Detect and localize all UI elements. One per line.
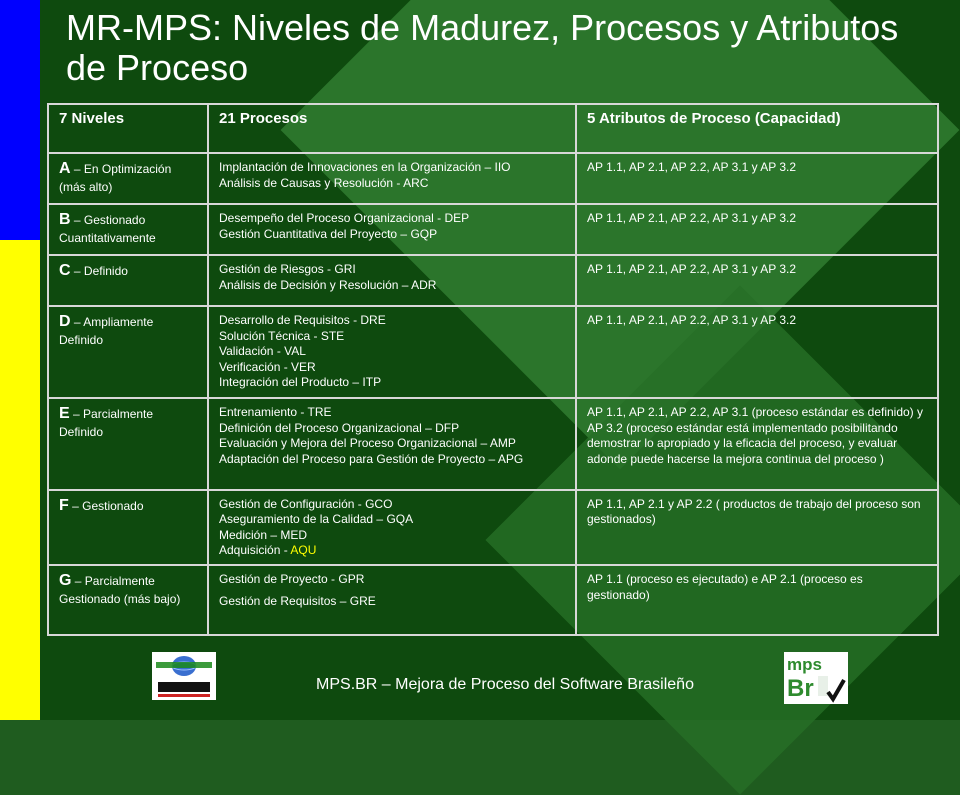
level-cell — [48, 204, 208, 255]
header-attributes: 5 Atributos de Proceso (Capacidad) — [576, 104, 938, 153]
level-description: – Parcialmente Gestionado (más bajo) — [59, 574, 181, 607]
attribute-cell: AP 1.1, AP 2.1 y AP 2.2 ( productos de trabajo del proceso son gestionados) — [576, 490, 938, 566]
process-item: Gestión de Riesgos - GRI — [219, 262, 356, 277]
process-item: Desempeño del Proceso Organizacional - DEP — [219, 211, 470, 226]
process-cell — [208, 204, 576, 255]
header-processes: 21 Procesos — [208, 104, 576, 153]
mps-br-logo — [784, 652, 848, 704]
process-item: Solución Técnica - STE — [219, 328, 345, 343]
attribute-cell: AP 1.1, AP 2.1, AP 2.2, AP 3.1 (proceso estándar es definido) y AP 3.2 (proceso estándar está implementado posibilitando demostrar lo apropiado y la eficacia del proceso, y evaluar adonde puede hacerse la mejora continua del proceso ) — [576, 398, 938, 490]
maturity-table — [47, 103, 939, 636]
process-item: Aseguramiento de la Calidad – GQA — [219, 512, 414, 527]
level-description: – Parcialmente Definido — [59, 407, 154, 440]
left-accent-blue — [0, 0, 40, 240]
process-item: Verificación - VER — [219, 359, 316, 374]
table-row — [48, 490, 938, 566]
attribute-cell: AP 1.1, AP 2.1, AP 2.2, AP 3.1 y AP 3.2 — [576, 255, 938, 306]
process-item: Gestión de Configuración - GCO — [219, 496, 393, 511]
table-row — [48, 306, 938, 398]
process-cell — [208, 565, 576, 635]
level-description: – Ampliamente Definido — [59, 315, 154, 348]
level-letter: B — [59, 211, 71, 229]
process-item: Evaluación y Mejora del Proceso Organizacional – AMP — [219, 436, 516, 451]
table-row — [48, 204, 938, 255]
process-item: Gestión Cuantitativa del Proyecto – GQP — [219, 226, 438, 241]
process-cell — [208, 398, 576, 490]
level-description: – Gestionado Cuantitativamente — [59, 213, 156, 246]
checkmark-icon — [828, 680, 844, 699]
process-item: Implantación de Innovaciones en la Organización – IIO — [219, 160, 511, 174]
level-letter: A — [59, 160, 71, 177]
slide-title: MR-MPS: Niveles de Madurez, Procesos y Atributos de Proceso — [66, 7, 899, 88]
process-item: Análisis de Decisión y Resolución – ADR — [219, 277, 437, 292]
table-row — [48, 255, 938, 306]
process-item: Medición – MED — [219, 527, 308, 542]
process-item — [219, 543, 565, 559]
level-description: – Definido — [70, 264, 128, 279]
level-description: – Gestionado — [68, 498, 144, 513]
attribute-cell: AP 1.1, AP 2.1, AP 2.2, AP 3.1 y AP 3.2 — [576, 306, 938, 398]
level-cell — [48, 255, 208, 306]
process-item: Desarrollo de Requisitos - DRE — [219, 313, 386, 328]
level-letter: F — [59, 496, 69, 514]
footer-text: MPS.BR – Mejora de Proceso del Software Brasileño — [316, 676, 694, 693]
level-cell — [48, 153, 208, 204]
process-cell — [208, 306, 576, 398]
level-cell — [48, 398, 208, 490]
svg-text:mps: mps — [787, 655, 822, 674]
table-row — [48, 398, 938, 490]
process-cell — [208, 490, 576, 566]
level-letter: G — [59, 572, 72, 590]
level-letter: E — [59, 405, 70, 423]
level-letter: D — [59, 313, 71, 331]
mps-br-logo-graphic — [784, 652, 848, 704]
table-row — [48, 565, 938, 635]
process-item: Entrenamiento - TRE — [219, 405, 332, 420]
svg-text:Br: Br — [787, 675, 814, 702]
table-row — [48, 153, 938, 204]
level-cell — [48, 565, 208, 635]
level-cell — [48, 490, 208, 566]
header-levels: 7 Niveles — [48, 104, 208, 153]
process-cell — [208, 153, 576, 204]
level-cell — [48, 306, 208, 398]
process-item-highlight: AQU — [290, 543, 317, 558]
process-item: Análisis de Causas y Resolución - ARC — [219, 175, 429, 190]
process-cell — [208, 255, 576, 306]
process-item: Integración del Producto – ITP — [219, 375, 382, 390]
process-item: Gestión de Proyecto - GPR — [219, 572, 365, 587]
process-item: Validación - VAL — [219, 344, 306, 359]
table-header-row — [48, 104, 938, 153]
level-description: – En Optimización (más alto) — [59, 162, 172, 194]
process-item: Definición del Proceso Organizacional – DFP — [219, 420, 460, 435]
attribute-cell: AP 1.1, AP 2.1, AP 2.2, AP 3.1 y AP 3.2 — [576, 153, 938, 204]
process-item: Gestión de Requisitos – GRE — [219, 593, 376, 608]
left-accent-yellow — [0, 240, 40, 720]
level-letter: C — [59, 262, 71, 280]
attribute-cell: AP 1.1 (proceso es ejecutado) e AP 2.1 (proceso es gestionado) — [576, 565, 938, 635]
process-item-prefix: Adquisición - — [219, 543, 291, 558]
process-item: Adaptación del Proceso para Gestión de Proyecto – APG — [219, 451, 524, 466]
attribute-cell: AP 1.1, AP 2.1, AP 2.2, AP 3.1 y AP 3.2 — [576, 204, 938, 255]
